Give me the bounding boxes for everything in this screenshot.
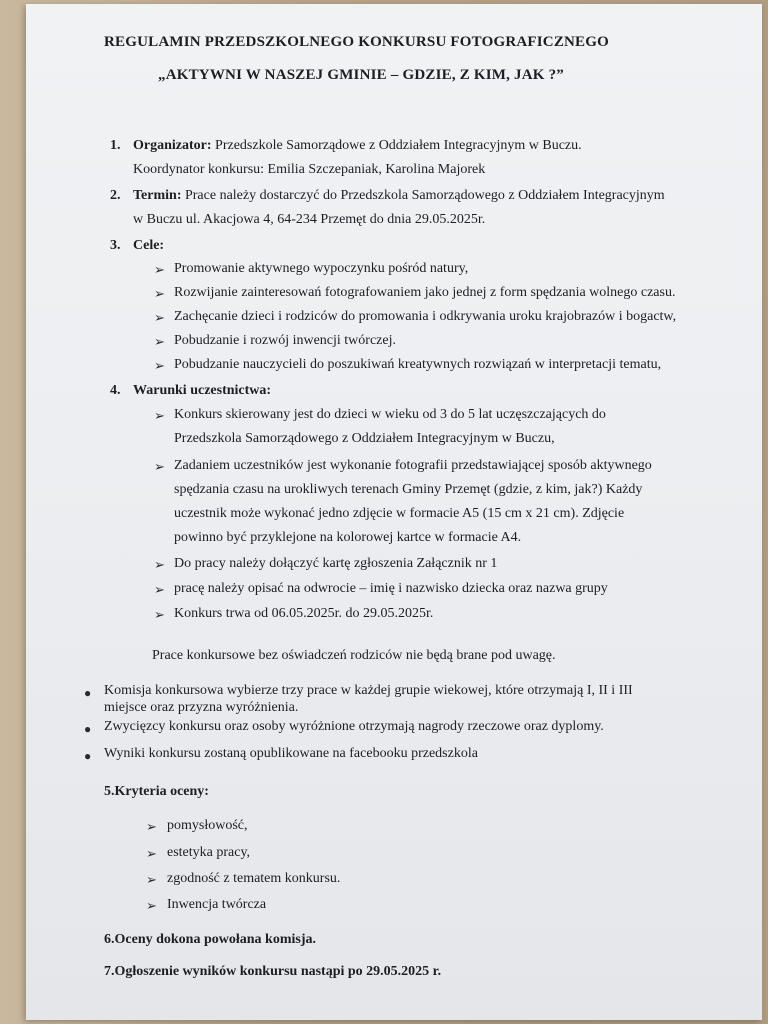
section4-label: Warunki uczestnictwa: bbox=[133, 383, 272, 398]
round-bullet-icon: ● bbox=[84, 749, 92, 763]
round-bullet-icon: ● bbox=[84, 722, 92, 736]
document-title-line2: „AKTYWNI W NASZEJ GMINIE – GDZIE, Z KIM, JAK ?” bbox=[158, 67, 564, 83]
arrow-bullet-icon: ➢ bbox=[154, 358, 165, 373]
section3-label: Cele: bbox=[133, 238, 165, 253]
section4-number: 4. bbox=[110, 383, 121, 398]
round-bullet-icon: ● bbox=[84, 686, 92, 700]
section3-number: 3. bbox=[110, 238, 121, 253]
arrow-bullet-icon: ➢ bbox=[154, 262, 165, 277]
section1-text: Przedszkole Samorządowe z Oddziałem Integracyjnym w Buczu. bbox=[211, 138, 582, 153]
section2-number: 2. bbox=[110, 188, 121, 203]
paper-sheet bbox=[26, 4, 762, 1020]
arrow-bullet-icon: ➢ bbox=[154, 459, 165, 474]
arrow-bullet-icon: ➢ bbox=[146, 846, 157, 861]
remark-2: Zwycięzcy konkursu oraz osoby wyróżnione otrzymają nagrody rzeczowe oraz dyplomy. bbox=[104, 719, 604, 734]
section1-number: 1. bbox=[110, 138, 121, 153]
section2-text: Prace należy dostarczyć do Przedszkola Samorządowego z Oddziałem Integracyjnym bbox=[181, 188, 665, 203]
section1-line2: Koordynator konkursu: Emilia Szczepaniak, Karolina Majorek bbox=[133, 162, 486, 177]
arrow-bullet-icon: ➢ bbox=[154, 310, 165, 325]
goal-item-4: Pobudzanie i rozwój inwencji twórczej. bbox=[174, 333, 396, 348]
criterion-item-1: pomysłowość, bbox=[167, 818, 248, 833]
condition-item-2-line4: powinno być przyklejone na kolorowej kartce w formacie A4. bbox=[174, 530, 522, 545]
goal-item-1: Promowanie aktywnego wypoczynku pośród natury, bbox=[174, 261, 469, 276]
arrow-bullet-icon: ➢ bbox=[146, 819, 157, 834]
arrow-bullet-icon: ➢ bbox=[154, 334, 165, 349]
condition-item-1-line1: Konkurs skierowany jest do dzieci w wieku od 3 do 5 lat uczęszczających do bbox=[174, 407, 606, 422]
arrow-bullet-icon: ➢ bbox=[146, 872, 157, 887]
arrow-bullet-icon: ➢ bbox=[154, 408, 165, 423]
criterion-item-3: zgodność z tematem konkursu. bbox=[167, 871, 341, 886]
arrow-bullet-icon: ➢ bbox=[154, 582, 165, 597]
remark-1-line2: miejsce oraz przyzna wyróżnienia. bbox=[104, 700, 299, 715]
criterion-item-4: Inwencja twórcza bbox=[167, 897, 267, 912]
goal-item-3: Zachęcanie dzieci i rodziców do promowania i odkrywania uroku krajobrazów i bogactw, bbox=[174, 309, 677, 324]
goal-item-5: Pobudzanie nauczycieli do poszukiwań kreatywnych rozwiązań w interpretacji tematu, bbox=[174, 357, 662, 372]
parental-consent-note: Prace konkursowe bez oświadczeń rodziców nie będą brane pod uwagę. bbox=[152, 648, 556, 663]
criterion-item-2: estetyka pracy, bbox=[167, 845, 251, 860]
goal-item-2: Rozwijanie zainteresowań fotografowaniem jako jednej z form spędzania wolnego czasu. bbox=[174, 285, 676, 300]
document-title-line1: REGULAMIN PRZEDSZKOLNEGO KONKURSU FOTOGRAFICZNEGO bbox=[104, 34, 609, 50]
remark-3: Wyniki konkursu zostaną opublikowane na facebooku przedszkola bbox=[104, 746, 478, 761]
condition-item-5: Konkurs trwa od 06.05.2025r. do 29.05.2025r. bbox=[174, 606, 434, 621]
section5-heading: 5.Kryteria oceny: bbox=[104, 784, 209, 799]
section2-line2: w Buczu ul. Akacjowa 4, 64-234 Przemęt do dnia 29.05.2025r. bbox=[133, 212, 486, 227]
condition-item-3: Do pracy należy dołączyć kartę zgłoszenia Załącznik nr 1 bbox=[174, 556, 498, 571]
condition-item-2-line2: spędzania czasu na urokliwych terenach Gminy Przemęt (gdzie, z kim, jak?) Każdy bbox=[174, 482, 643, 497]
section7-text: 7.Ogłoszenie wyników konkursu nastąpi po 29.05.2025 r. bbox=[104, 964, 442, 979]
arrow-bullet-icon: ➢ bbox=[154, 607, 165, 622]
section2-label: Termin: bbox=[133, 188, 182, 203]
section2-line1 bbox=[133, 188, 665, 204]
condition-item-1-line2: Przedszkola Samorządowego z Oddziałem Integracyjnym w Buczu, bbox=[174, 431, 555, 446]
arrow-bullet-icon: ➢ bbox=[154, 286, 165, 301]
condition-item-2-line1: Zadaniem uczestników jest wykonanie fotografii przedstawiającej sposób aktywnego bbox=[174, 458, 652, 473]
section1-line1 bbox=[133, 138, 582, 154]
remark-1-line1: Komisja konkursowa wybierze trzy prace w każdej grupie wiekowej, które otrzymają I, II i III bbox=[104, 683, 633, 698]
condition-item-4: pracę należy opisać na odwrocie – imię i nazwisko dziecka oraz nazwa grupy bbox=[174, 581, 608, 596]
arrow-bullet-icon: ➢ bbox=[146, 898, 157, 913]
arrow-bullet-icon: ➢ bbox=[154, 557, 165, 572]
section1-label: Organizator: bbox=[133, 138, 212, 153]
condition-item-2-line3: uczestnik może wykonać jedno zdjęcie w formacie A5 (15 cm x 21 cm). Zdjęcie bbox=[174, 506, 625, 521]
section6-text: 6.Oceny dokona powołana komisja. bbox=[104, 932, 316, 947]
